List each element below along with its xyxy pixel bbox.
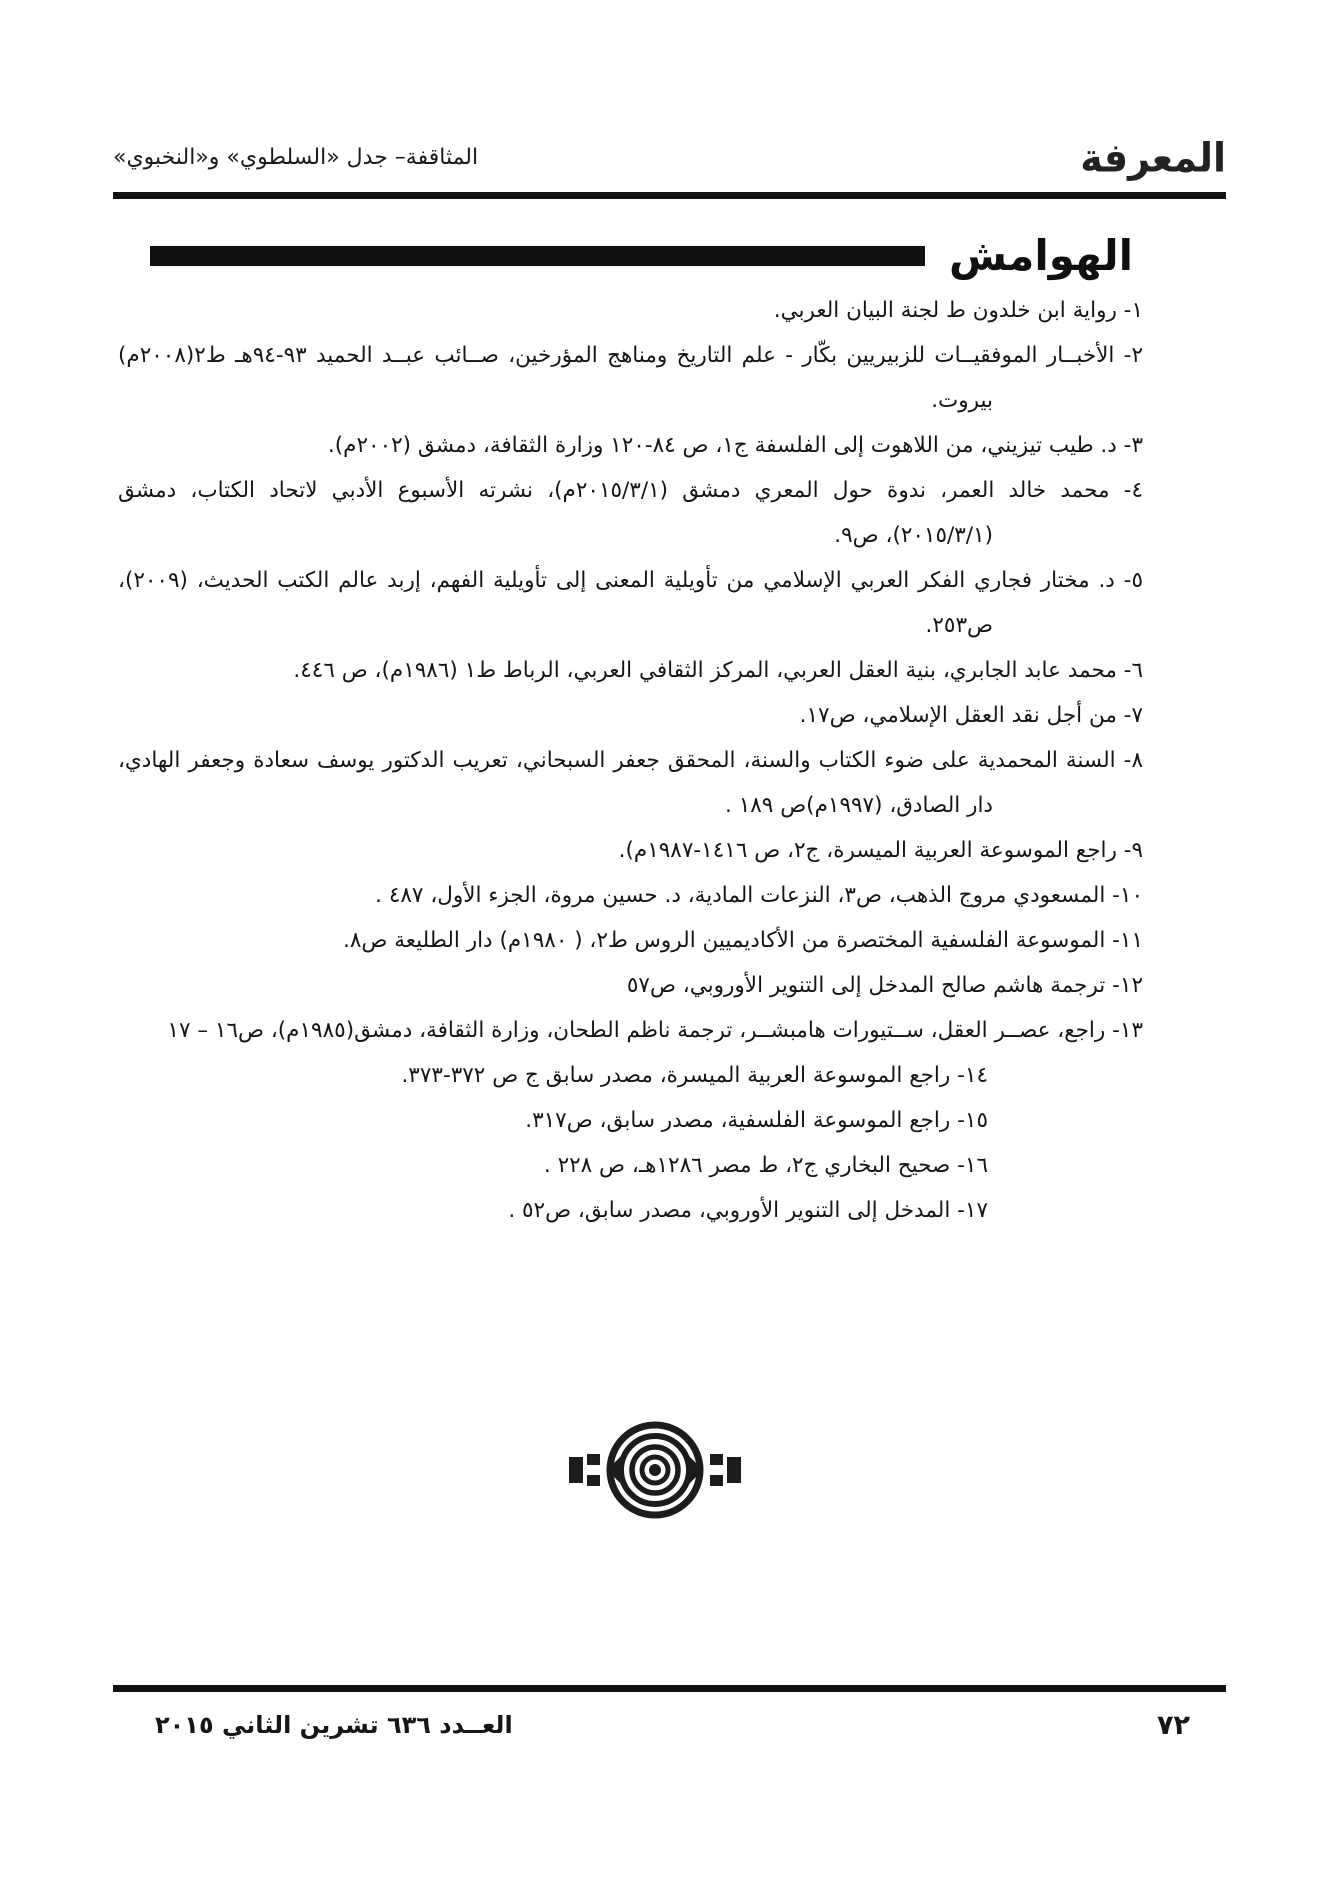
rosette-ornament-icon — [565, 1420, 745, 1520]
running-header — [113, 128, 1226, 188]
footnote-item — [118, 423, 1143, 468]
footnote-marker: ٥- — [1114, 568, 1144, 593]
page-number: ٧٢ — [1157, 1709, 1190, 1741]
footnote-marker: ١٦- — [950, 1153, 988, 1178]
footnote-text: راجع الموسوعة الفلسفية، مصدر سابق، ص٣١٧. — [525, 1108, 951, 1133]
footnote-item — [118, 693, 1143, 738]
footnote-item — [118, 1188, 988, 1233]
issue-label: العــدد ٦٣٦ تشرين الثاني ٢٠١٥ — [155, 1711, 513, 1739]
footnote-item — [118, 963, 1143, 1008]
footnote-text: الموسوعة الفلسفية المختصرة من الأكاديميين الروس ط٢، ( ١٩٨٠م) دار الطليعة ص٨. — [342, 928, 1106, 953]
footnote-text: صحيح البخاري ج٢، ط مصر ١٢٨٦هـ، ص ٢٢٨ . — [543, 1153, 951, 1178]
footnote-marker: ١١- — [1105, 928, 1143, 953]
footnote-marker: ١٥- — [950, 1108, 988, 1133]
footnote-text: د. مختار فجاري الفكر العربي الإسلامي من تأويلية المعنى إلى تأويلية الفهم، إربد عالم الكتب الحديث، (٢٠٠٩)، ص٢٥٣. — [118, 568, 1115, 638]
footer-rule — [113, 1685, 1226, 1692]
footnote-marker: ١٠- — [1105, 883, 1143, 908]
footnote-item — [118, 558, 1143, 648]
magazine-logo: المعرفة — [1080, 134, 1226, 182]
footnote-text: محمد عابد الجابري، بنية العقل العربي، المركز الثقافي العربي، الرباط ط١ (١٩٨٦م)، ص ٤٤٦. — [293, 658, 1117, 683]
footnote-text: د. طيب تيزيني، من اللاهوت إلى الفلسفة ج١، ص ٨٤-١٢٠ وزارة الثقافة، دمشق (٢٠٠٢م). — [327, 433, 1117, 458]
footnote-marker: ٣- — [1116, 433, 1143, 458]
footnote-marker: ٩- — [1116, 838, 1143, 863]
footnote-text: المدخل إلى التنوير الأوروبي، مصدر سابق، ص٥٢ . — [508, 1198, 951, 1223]
footnote-text: المسعودي مروج الذهب، ص٣، النزعات المادية، د. حسين مروة، الجزء الأول، ٤٨٧ . — [375, 883, 1106, 908]
footnote-marker: ٤- — [1109, 478, 1144, 503]
footnote-text: من أجل نقد العقل الإسلامي، ص١٧. — [799, 703, 1117, 728]
footnote-item — [118, 873, 1143, 918]
footnote-item — [118, 648, 1143, 693]
footnote-marker: ٧- — [1116, 703, 1143, 728]
footnote-item — [118, 1053, 988, 1098]
footnote-text: راجع الموسوعة العربية الميسرة، مصدر سابق ج ص ٣٧٢-٣٧٣. — [401, 1063, 951, 1088]
article-running-title: المثاقفة– جدل «السلطوي» و«النخبوي» — [113, 145, 479, 170]
section-title-bar — [150, 246, 925, 266]
footnote-text: الأخبــار الموفقيــات للزبيريين بكّار - علم التاريخ ومناهج المؤرخين، صــائب عبــد الحميد ٩٣-٩٤هـ ط٢(٢٠٠٨م) بيروت. — [118, 343, 1115, 413]
footnote-item — [118, 738, 1143, 828]
footnote-marker: ١٢- — [1105, 973, 1143, 998]
footnote-item — [118, 288, 1143, 333]
footnote-item — [118, 828, 1143, 873]
footnote-marker: ١٧- — [950, 1198, 988, 1223]
header-rule — [113, 192, 1226, 199]
footnote-text: السنة المحمدية على ضوء الكتاب والسنة، المحقق جعفر السبحاني، تعريب الدكتور يوسف سعادة وجعفر الهادي، دار الصادق، (١٩٩٧م)ص ١٨٩ . — [118, 748, 1116, 818]
footnote-marker: ٦- — [1116, 658, 1143, 683]
footnote-marker: ١- — [1116, 298, 1143, 323]
footnote-item — [118, 468, 1143, 558]
footnote-text: راجع الموسوعة العربية الميسرة، ج٢، ص ١٤١٦-١٩٨٧م). — [618, 838, 1117, 863]
footnote-text: محمد خالد العمر، ندوة حول المعري دمشق (٢٠١٥/٣/١م)، نشرته الأسبوع الأدبي لاتحاد الكتاب، دمشق (٢٠١٥/٣/١)، ص٩. — [118, 478, 1110, 548]
footnote-marker: ٨- — [1115, 748, 1143, 773]
footnote-item — [118, 918, 1143, 963]
footnotes-list — [118, 288, 1143, 1233]
footnote-item — [118, 1143, 988, 1188]
footnote-marker: ١٤- — [950, 1063, 988, 1088]
footnote-item — [118, 333, 1143, 423]
footnote-text: ترجمة هاشم صالح المدخل إلى التنوير الأوروبي، ص٥٧ — [626, 973, 1106, 998]
section-title: الهوامش — [949, 231, 1133, 280]
footnote-item — [118, 1098, 988, 1143]
footnote-marker: ١٣- — [1105, 1018, 1143, 1043]
footnote-text: راجع، عصــر العقل، ســتيورات هامبشــر، ترجمة ناظم الطحان، وزارة الثقافة، دمشق(١٩٨٥م)، ص١٦ – ١٧ — [167, 1018, 1106, 1043]
footer — [113, 1703, 1226, 1747]
section-heading — [150, 224, 1133, 288]
footnote-text: رواية ابن خلدون ط لجنة البيان العربي. — [773, 298, 1117, 323]
footnote-marker: ٢- — [1114, 343, 1144, 368]
footnote-item — [118, 1008, 1143, 1053]
